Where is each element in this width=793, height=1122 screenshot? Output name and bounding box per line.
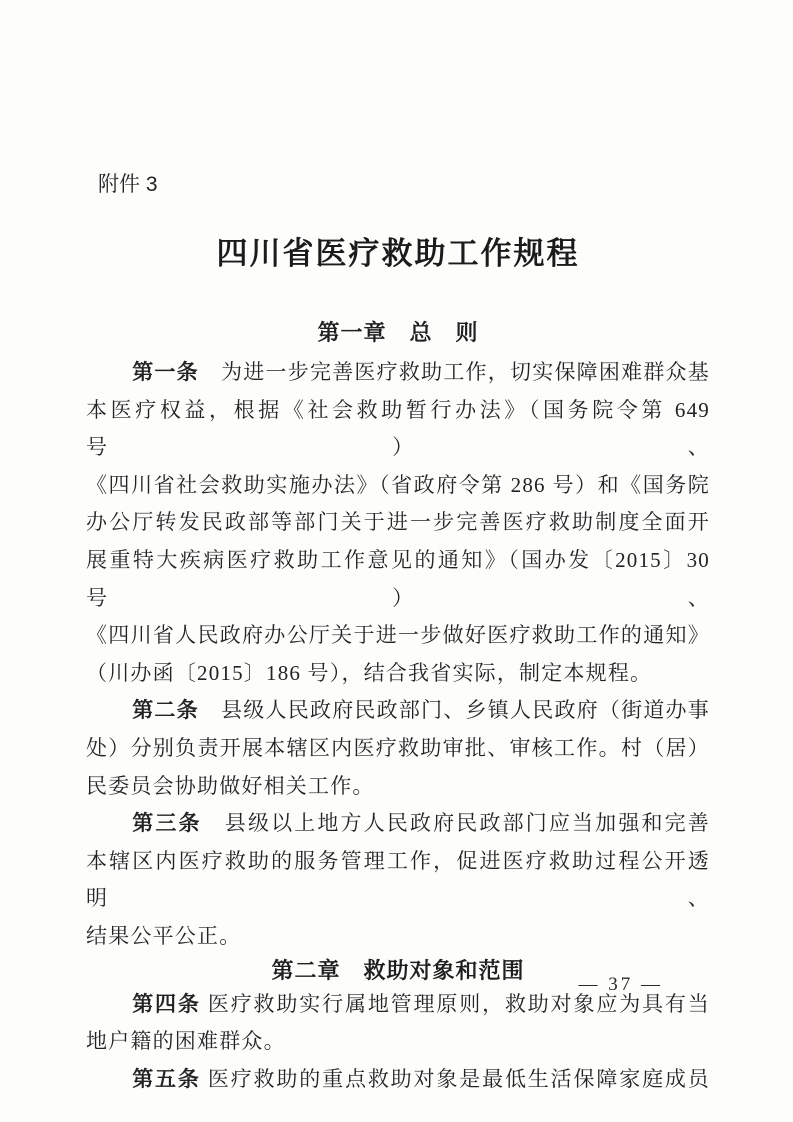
- page-number: — 37 —: [578, 974, 663, 995]
- body-line: 本医疗权益，根据《社会救助暂行办法》（国务院令第 649 号）、: [86, 397, 710, 460]
- body-line: 民委员会协助做好相关工作。: [86, 773, 375, 798]
- paragraph: [86, 986, 710, 1061]
- text-column: [86, 0, 710, 1098]
- document-title: 四川省医疗救助工作规程: [216, 236, 580, 271]
- body-line: 结果公平公正。: [86, 923, 242, 948]
- body-line: 《四川省人民政府办公厅关于进一步做好医疗救助工作的通知》: [86, 623, 710, 648]
- body-line: （川办函〔2015〕186 号），结合我省实际，制定本规程。: [86, 660, 653, 685]
- body-line: 地户籍的困难群众。: [86, 1029, 286, 1054]
- body-line: 第一条 为进一步完善医疗救助工作，切实保障困难群众基: [132, 360, 710, 384]
- body-line: 展重特大疾病医疗救助工作意见的通知》（国办发〔2015〕30 号）、: [86, 547, 710, 610]
- paragraph: [86, 805, 710, 955]
- body-line: 第二条 县级人民政府民政部门、乡镇人民政府（街道办事: [132, 698, 710, 723]
- body-line: 办公厅转发民政部等部门关于进一步完善医疗救助制度全面开: [86, 510, 710, 535]
- body-line: 第三条 县级以上地方人民政府民政部门应当加强和完善: [132, 811, 710, 836]
- paragraph: [86, 692, 710, 805]
- paragraph: [86, 354, 710, 692]
- body-line: 《四川省社会救助实施办法》（省政府令第 286 号）和《国务院: [86, 472, 710, 497]
- body-line: 本辖区内医疗救助的服务管理工作，促进医疗救助过程公开透明、: [86, 848, 710, 911]
- chapter-heading: 第一章 总 则: [317, 320, 479, 345]
- article-number: 第二条: [132, 698, 199, 723]
- body-line: 第五条 医疗救助的重点救助对象是最低生活保障家庭成员: [132, 1066, 710, 1091]
- article-number: 第五条: [132, 1066, 201, 1091]
- chapter-heading: 第二章 救助对象和范围: [271, 957, 525, 983]
- body-line: 第四条 医疗救助实行属地管理原则，救助对象应为具有当: [132, 991, 710, 1016]
- article-number: 第三条: [132, 811, 202, 836]
- attachment-label: 附件 3: [98, 173, 158, 196]
- article-number: 第四条: [132, 991, 201, 1016]
- article-number: 第一条: [132, 360, 199, 384]
- paragraph: [86, 1061, 710, 1099]
- body-line: 处）分别负责开展本辖区内医疗救助审批、审核工作。村（居）: [86, 735, 710, 760]
